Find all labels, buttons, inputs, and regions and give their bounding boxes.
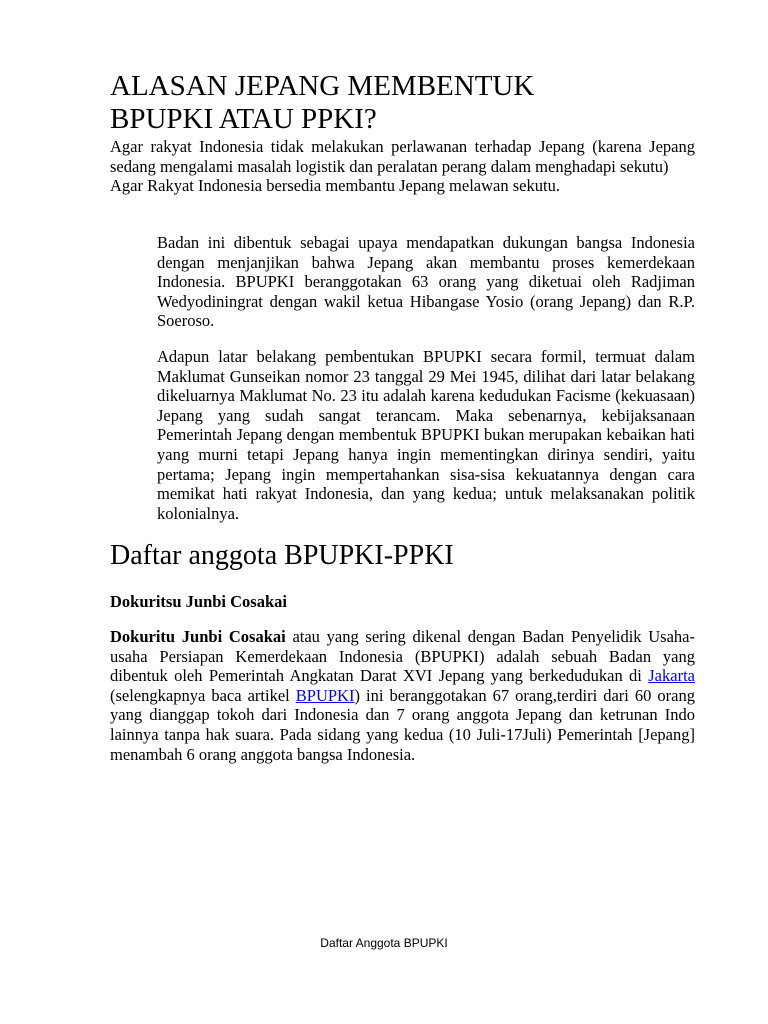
text-segment: atau yang sering dikenal dengan Badan Penyelidik Usaha-usaha Persiapan Kemerdekaan Indonesia (BPUPKI) adalah sebuah Badan yang dibentuk oleh Pemerintah Angkatan Darat XVI Jepang yang berkedudukan di xyxy=(110,627,695,686)
bpupki-link[interactable]: BPUPKI xyxy=(295,685,355,705)
section-subheading: Dokuritsu Junbi Cosakai xyxy=(110,592,287,611)
page-title xyxy=(110,70,710,136)
title-line-1: ALASAN JEPANG MEMBENTUK xyxy=(110,70,535,102)
bold-term: Dokuritu Junbi Cosakai xyxy=(110,627,286,646)
title-line-2: BPUPKI ATAU PPKI? xyxy=(110,103,377,135)
text-segment: ) ini beranggotakan 67 orang,terdiri dari 60 orang yang dianggap tokoh dari Indonesia dan 7 orang anggota Jepang dan ketrunan Indo lainnya tanpa hak suara. Pada sidang yang kedua (10 Juli-17Juli) Pemerintah [Jepang] menambah 6 orang anggota bangsa Indonesia. xyxy=(110,685,695,764)
intro-paragraph: Agar rakyat Indonesia tidak melakukan perlawanan terhadap Jepang (karena Jepang sedang mengalami masalah logistik dan peralatan perang dalam menghadapi sekutu) xyxy=(110,137,695,176)
intro-block xyxy=(110,137,695,196)
section-paragraph xyxy=(110,627,695,764)
jakarta-link[interactable]: Jakarta xyxy=(648,666,695,686)
body-paragraph: Adapun latar belakang pembentukan BPUPKI secara formil, termuat dalam Maklumat Gunseikan nomor 23 tanggal 29 Mei 1945, dilihat dari latar belakang dikeluarnya Maklumat No. 23 itu adalah karena kedudukan Facisme (kekuasaan) Jepang yang sudah sangat terancam. Maka sebenarnya, kebijaksanaan Pemerintah Jepang dengan membentuk BPUPKI bukan merupakan kebaikan hati yang murni tetapi Jepang hanya ingin mementingkan dirinya sendiri, yaitu pertama; Jepang ingin mempertahankan sisa-sisa kekuatannya dengan cara memikat hati rakyat Indonesia, dan yang kedua; untuk melaksanakan politik kolonialnya. xyxy=(157,347,695,523)
section-heading: Daftar anggota BPUPKI-PPKI xyxy=(110,540,454,571)
intro-paragraph: Agar Rakyat Indonesia bersedia membantu Jepang melawan sekutu. xyxy=(110,176,560,195)
page-footer: Daftar Anggota BPUPKI xyxy=(320,936,448,950)
body-paragraph: Badan ini dibentuk sebagai upaya mendapatkan dukungan bangsa Indonesia dengan menjanjikan bahwa Jepang akan membantu proses kemerdekaan Indonesia. BPUPKI beranggotakan 63 orang yang diketuai oleh Radjiman Wedyodiningrat dengan wakil ketua Hibangase Yosio (orang Jepang) dan R.P. Soeroso. xyxy=(157,233,695,331)
text-segment: (selengkapnya baca artikel xyxy=(110,685,296,705)
